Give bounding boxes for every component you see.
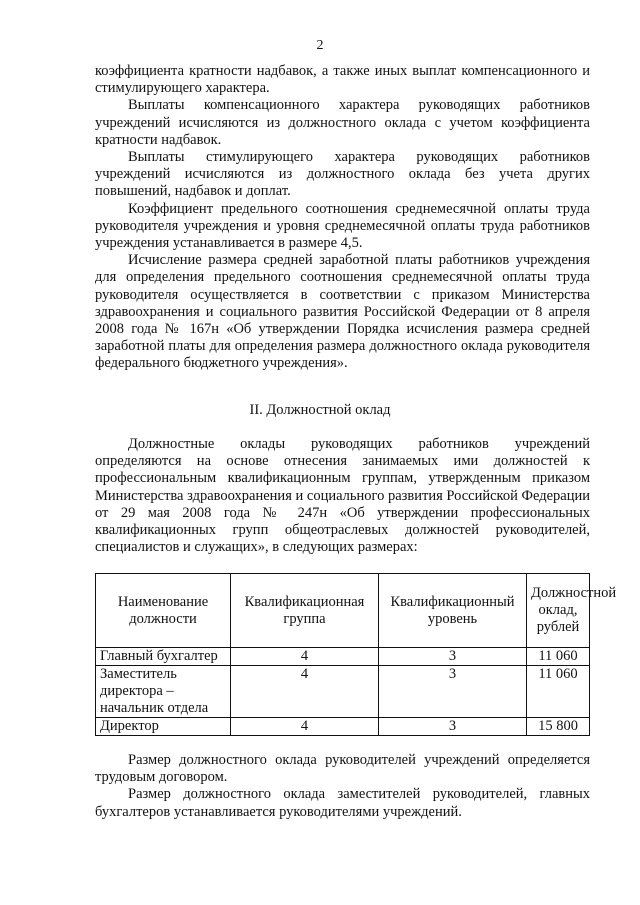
paragraph: Выплаты компенсационного характера руководящих работников учреждений исчисляются из должностного оклада с учетом коэффициента кратности надбавок. (95, 97, 590, 148)
cell-position: Заместитель директора – начальник отдела (96, 666, 231, 718)
salary-table (95, 573, 617, 736)
cell-salary: 11 060 (527, 648, 590, 666)
cell-group: 4 (231, 718, 379, 736)
section-text (95, 436, 590, 556)
table-header-row (96, 574, 590, 648)
table-row (96, 666, 590, 718)
section-title: II. Должностной оклад (249, 402, 391, 418)
cell-salary: 11 060 (527, 666, 590, 718)
header-salary: Должностной оклад, рублей (527, 574, 590, 648)
intro-text (95, 63, 590, 373)
cell-level: 3 (379, 648, 527, 666)
cell-level: 3 (379, 666, 527, 718)
paragraph: коэффициента кратности надбавок, а также иных выплат компенсационного и стимулирующего характера. (95, 63, 590, 97)
cell-position: Директор (96, 718, 231, 736)
paragraph: Исчисление размера средней заработной платы работников учреждения для определения предельного соотношения среднемесячной оплаты труда руководителя осуществляется в соответствии с приказом Министерства здравоохранения и социального развития Российской Федерации от 8 апреля 2008 года № 167н «Об утверждении Порядка исчисления размера средней заработной платы для определения размера должностного оклада руководителя федерального бюджетного учреждения». (95, 252, 590, 372)
cell-salary: 15 800 (527, 718, 590, 736)
paragraph: Выплаты стимулирующего характера руководящих работников учреждений исчисляются из должностного оклада без учета других повышений, надбавок и доплат. (95, 149, 590, 200)
header-group: Квалификационная группа (231, 574, 379, 648)
table-row (96, 718, 590, 736)
cell-level: 3 (379, 718, 527, 736)
paragraph: Должностные оклады руководящих работников учреждений определяются на основе отнесения занимаемых ими должностей к профессиональным квалификационным группам, утвержденным приказом Министерства здравоохранения и социального развития Российской Федерации от 29 мая 2008 года № 247н «Об утверждении профессиональных квалификационных групп общеотраслевых должностей руководителей, специалистов и служащих», в следующих размерах: (95, 436, 590, 556)
header-level: Квалификационный уровень (379, 574, 527, 648)
cell-group: 4 (231, 648, 379, 666)
paragraph: Размер должностного оклада руководителей учреждений определяется трудовым договором. (95, 752, 590, 786)
table-row (96, 648, 590, 666)
paragraph: Коэффициент предельного соотношения среднемесячной оплаты труда руководителя учреждения и уровня среднемесячной оплаты труда работников учреждения устанавливается в размере 4,5. (95, 200, 590, 252)
page-number: 2 (316, 38, 324, 53)
cell-group: 4 (231, 666, 379, 718)
closing-text (95, 752, 590, 821)
paragraph: Размер должностного оклада заместителей руководителей, главных бухгалтеров устанавливается руководителями учреждений. (95, 786, 590, 820)
header-position: Наименование должности (96, 574, 231, 648)
cell-position: Главный бухгалтер (96, 648, 231, 666)
